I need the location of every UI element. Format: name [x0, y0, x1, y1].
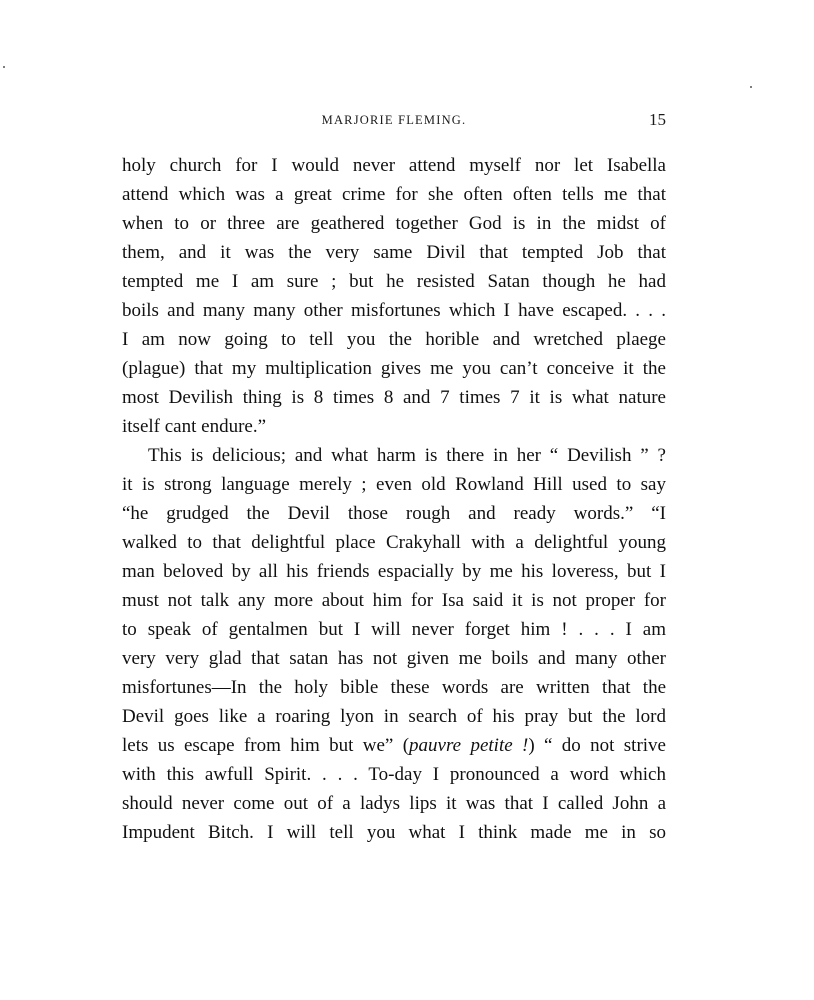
text-line: walked to that delightful place Crakyhall with a delightful young: [122, 532, 666, 553]
italic-aside: pauvre petite !: [409, 735, 529, 756]
running-head: [122, 110, 666, 132]
text-line-with-italic: [122, 731, 666, 760]
text-line: very very glad that satan has not given me boils and many other: [122, 648, 666, 669]
text-line: itself cant endure.”: [122, 416, 267, 437]
text-line: Devil goes like a roaring lyon in search of his pray but the lord: [122, 706, 666, 727]
text-line: This is delicious; and what harm is there in her “ Devilish ” ?: [148, 445, 666, 466]
scan-speck: [750, 86, 752, 88]
running-title: MARJORIE FLEMING.: [321, 113, 467, 127]
text-line: attend which was a great crime for she often often tells me that: [122, 184, 666, 205]
text-line: must not talk any more about him for Isa said it is not proper for: [122, 590, 666, 611]
text-line: misfortunes—In the holy bible these words are written that the: [122, 677, 666, 698]
text-line: “he grudged the Devil those rough and ready words.” “I: [122, 503, 666, 524]
body-text: [122, 151, 666, 847]
text-line: Impudent Bitch. I will tell you what I think made me in so: [122, 822, 666, 843]
text-line: (plague) that my multiplication gives me you can’t conceive it the: [122, 358, 666, 379]
text-line: boils and many many other misfortunes which I have escaped. . . .: [122, 300, 666, 321]
text-line: with this awfull Spirit. . . . To-day I pronounced a word which: [122, 764, 666, 785]
text-line: holy church for I would never attend myself nor let Isabella: [122, 155, 666, 176]
text-segment: lets us escape from him but we” (: [122, 735, 410, 756]
scan-speck: [3, 66, 5, 68]
text-line: them, and it was the very same Divil that tempted Job that: [122, 242, 666, 263]
text-line: to speak of gentalmen but I will never forget him ! . . . I am: [122, 619, 666, 640]
text-segment: ) “ do not strive: [528, 735, 666, 756]
text-line: should never come out of a ladys lips it was that I called John a: [122, 793, 666, 814]
text-line: most Devilish thing is 8 times 8 and 7 times 7 it is what nature: [122, 387, 666, 408]
text-line: tempted me I am sure ; but he resisted Satan though he had: [122, 271, 666, 292]
text-line: I am now going to tell you the horible and wretched plaege: [122, 329, 666, 350]
text-line: it is strong language merely ; even old Rowland Hill used to say: [122, 474, 666, 495]
page-number: 15: [649, 110, 666, 129]
text-line: when to or three are geathered together God is in the midst of: [122, 213, 666, 234]
text-line: man beloved by all his friends espacially by me his loveress, but I: [122, 561, 666, 582]
